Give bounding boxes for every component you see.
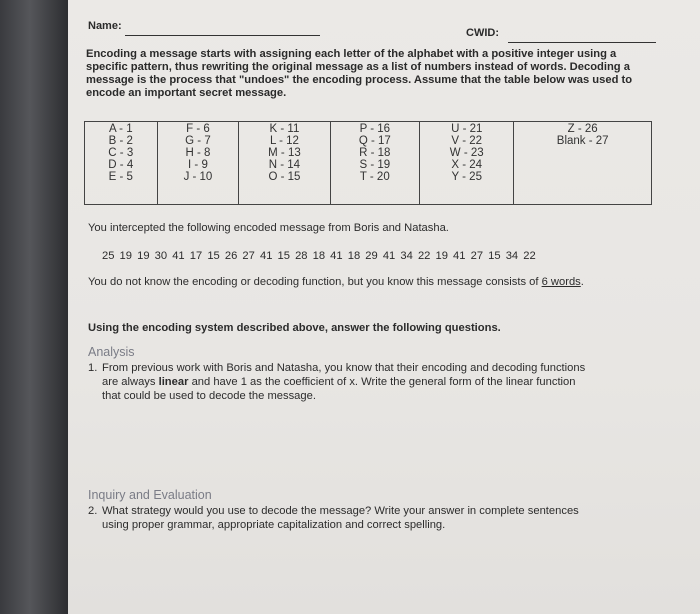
table-column-z-blank: [514, 122, 652, 205]
encoded-message: 25 19 19 30 41 17 15 26 27 41 15 28 18 41 18 29 41 34 22 19 41 27 15 34 22: [102, 250, 536, 262]
table-entry: L - 12: [269, 135, 299, 147]
question-2-number: 2.: [88, 505, 98, 517]
unknown-function-sentence: You do not know the encoding or decoding function, but you know this message consists of: [88, 276, 539, 288]
table-entry: I - 9: [188, 159, 208, 171]
question-1-text-b: and have 1 as the coefficient of x. Write the general form of the linear function: [191, 376, 576, 388]
table-entry: Q - 17: [358, 135, 391, 147]
table-entry: H - 8: [185, 147, 211, 159]
intercepted-text: You intercepted the following encoded message from Boris and Natasha.: [88, 222, 449, 234]
table-entry: P - 16: [359, 123, 391, 135]
question-1-line-2: [102, 376, 575, 388]
unknown-function-text: You do not know the encoding or decoding function, but you know this message consists of 6 words.: [88, 276, 584, 288]
encoding-table: [84, 121, 652, 205]
table-entry: E - 5: [108, 171, 133, 183]
table-entry: Blank - 27: [556, 135, 609, 147]
cwid-field-line: [508, 42, 656, 43]
table-entry: W - 23: [449, 147, 484, 159]
question-1-linear-keyword: linear: [158, 376, 189, 388]
name-label: Name:: [88, 20, 122, 32]
table-entry: A - 1: [108, 123, 133, 135]
question-1-text-a: are always: [102, 376, 156, 388]
table-entry: N - 14: [268, 159, 301, 171]
inquiry-title: Inquiry and Evaluation: [88, 488, 212, 502]
question-1-line-3: that could be used to decode the message.: [102, 390, 316, 402]
table-entry: M - 13: [268, 147, 301, 159]
table-entry: O - 15: [268, 171, 301, 183]
table-column-p-t: [330, 122, 420, 205]
table-entry: R - 18: [359, 147, 391, 159]
table-column-f-j: [157, 122, 239, 205]
intro-paragraph: [86, 48, 656, 100]
cwid-label: CWID:: [466, 27, 499, 39]
intro-decoding-text: Decoding a message is the process that "undoes" the encoding process. Assume that the table below was used to encode an important secret message.: [86, 61, 633, 99]
table-entry: Z - 26: [567, 123, 598, 135]
question-1-line-1: From previous work with Boris and Natasha, you know that their encoding and decoding functions: [102, 362, 586, 374]
table-column-k-o: [239, 122, 330, 205]
table-entry: D - 4: [108, 159, 134, 171]
table-column-a-e: [85, 122, 158, 205]
instruction-heading: Using the encoding system described above, answer the following questions.: [88, 322, 501, 334]
analysis-title: Analysis: [88, 345, 135, 359]
table-column-u-y: [420, 122, 514, 205]
table-entry: V - 22: [451, 135, 483, 147]
table-entry: Y - 25: [451, 171, 482, 183]
intro-encoding-text: Encoding a message starts with assigning each letter of the alphabet with a positive integer using a specific pattern, thus rewriting the original message as a list of numbers instead of words.: [86, 48, 617, 73]
table-entry: X - 24: [451, 159, 483, 171]
table-entry: G - 7: [185, 135, 211, 147]
question-1-number: 1.: [88, 362, 98, 374]
question-2-line-2: using proper grammar, appropriate capitalization and correct spelling.: [102, 519, 446, 531]
table-entry: U - 21: [451, 123, 483, 135]
table-entry: B - 2: [108, 135, 133, 147]
word-count: 6 words: [541, 276, 581, 288]
table-entry: J - 10: [183, 171, 213, 183]
table-entry: S - 19: [359, 159, 391, 171]
question-2-line-1: What strategy would you use to decode the message? Write your answer in complete sentences: [102, 505, 579, 517]
table-entry: T - 20: [359, 171, 390, 183]
table-entry: F - 6: [186, 123, 210, 135]
table-entry: C - 3: [108, 147, 134, 159]
name-field-line: [125, 35, 320, 36]
table-entry: K - 11: [269, 123, 300, 135]
